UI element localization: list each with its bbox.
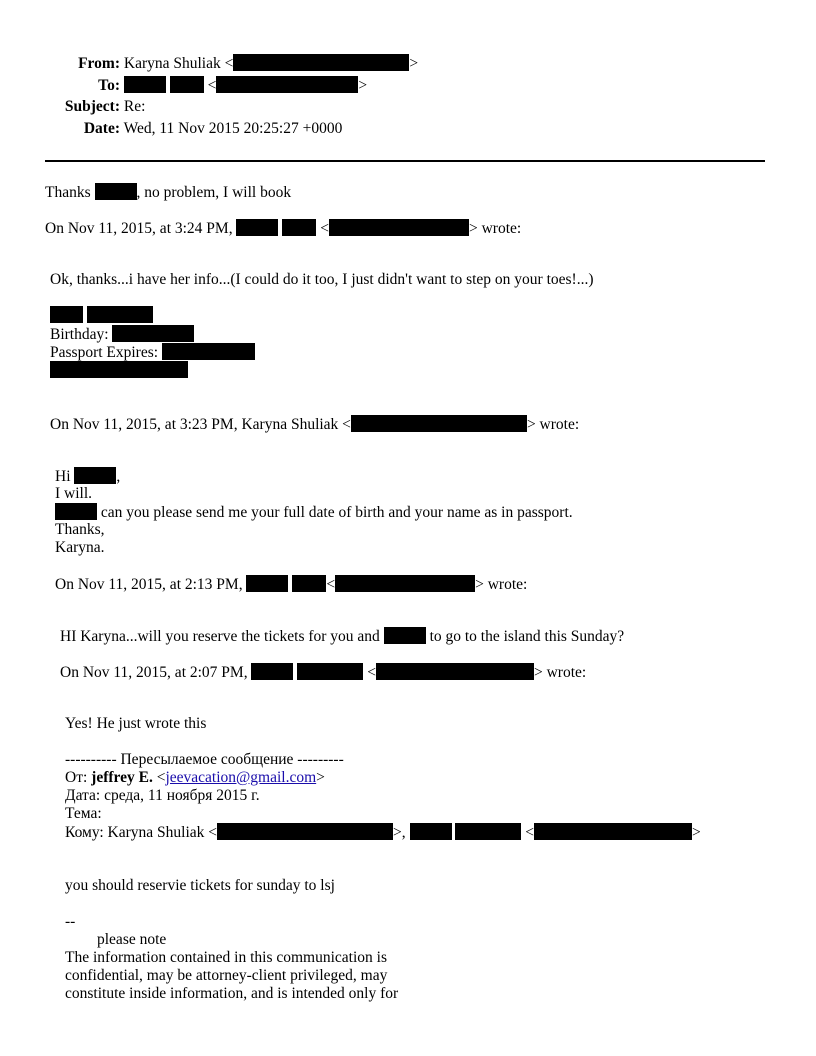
to-label: To:: [98, 77, 120, 94]
subject-row: [45, 98, 145, 116]
message-2-request: can you please send me your full date of birth and your name as in passport.: [55, 503, 573, 522]
to-row: To: < >: [45, 76, 367, 95]
redaction: [351, 415, 527, 432]
forwarded-subject: Тема:: [65, 805, 102, 822]
signature-line-3: constitute inside information, and is intended only for: [65, 985, 399, 1002]
date-label: Date:: [83, 120, 120, 137]
forwarded-to: Кому: Karyna Shuliak < >, < >: [65, 824, 701, 841]
redaction: [162, 343, 255, 360]
quote-attribution-4: On Nov 11, 2015, at 2:07 PM, < > wrote:: [60, 664, 587, 681]
forwarded-header: ---------- Пересылаемое сообщение ---------: [65, 751, 344, 768]
signature-dash: --: [65, 913, 76, 930]
redaction: [74, 467, 116, 484]
forwarded-body: you should reservie tickets for sunday to lsj: [65, 877, 335, 894]
redaction: [55, 503, 97, 520]
redaction: [50, 306, 83, 323]
signature-line-1: The information contained in this communication is: [65, 949, 387, 966]
from-row: From: Karyna Shuliak < >: [45, 54, 418, 73]
sender-email-link[interactable]: jeevacation@gmail.com: [165, 769, 317, 786]
redaction: [124, 76, 166, 93]
message-2-signature: Karyna.: [55, 539, 105, 556]
reply-text: Thanks , no problem, I will book: [45, 184, 292, 201]
subject-value: Re:: [123, 98, 146, 115]
redaction: [297, 663, 363, 680]
forwarded-date: Дата: среда, 11 ноября 2015 г.: [65, 787, 260, 804]
quote-attribution-3: On Nov 11, 2015, at 2:13 PM, < > wrote:: [55, 576, 528, 593]
forwarded-sender-name: jeffrey E.: [91, 769, 153, 786]
signature-note: please note: [97, 931, 167, 948]
redaction: [292, 575, 326, 592]
redaction: [233, 54, 409, 71]
message-1-text: Ok, thanks...i have her info...(I could do it too, I just didn't want to step on your toes!...): [50, 271, 594, 288]
message-2-thanks: Thanks,: [55, 521, 105, 538]
redaction: [455, 823, 521, 840]
redaction: [534, 823, 692, 840]
date-value: Wed, 11 Nov 2015 20:25:27 +0000: [123, 120, 343, 137]
from-name: Karyna Shuliak <: [123, 55, 234, 72]
redaction: [87, 306, 153, 323]
redaction: [217, 823, 393, 840]
quote-attribution-1: On Nov 11, 2015, at 3:24 PM, < > wrote:: [45, 220, 522, 237]
date-row: [45, 120, 342, 138]
redaction: [376, 663, 534, 680]
birthday-row: Birthday:: [50, 325, 194, 344]
from-label: From:: [78, 55, 120, 72]
message-2-greeting: Hi ,: [55, 468, 121, 485]
redaction: [335, 575, 475, 592]
redaction: [50, 361, 188, 378]
redaction: [246, 575, 288, 592]
redaction: [329, 219, 469, 236]
passport-row: Passport Expires:: [50, 343, 255, 362]
signature-line-2: confidential, may be attorney-client privileged, may: [65, 967, 388, 984]
redacted-name-row: [50, 306, 153, 325]
redaction: [251, 663, 293, 680]
forwarded-from: От: jeffrey E. <jeevacation@gmail.com>: [65, 769, 325, 786]
redacted-row: [50, 361, 188, 380]
redaction: [384, 627, 426, 644]
redaction: [112, 325, 194, 342]
message-2-will: I will.: [55, 485, 93, 502]
redaction: [170, 76, 204, 93]
redaction: [282, 219, 316, 236]
subject-label: Subject:: [64, 98, 120, 115]
header-divider: [45, 160, 765, 162]
redaction: [95, 183, 137, 200]
redaction: [410, 823, 452, 840]
message-3-text: HI Karyna...will you reserve the tickets for you and to go to the island this Sunday?: [60, 628, 625, 645]
quote-attribution-2: On Nov 11, 2015, at 3:23 PM, Karyna Shuliak < > wrote:: [50, 416, 580, 433]
redaction: [216, 76, 358, 93]
message-4-text: Yes! He just wrote this: [65, 715, 207, 732]
redaction: [236, 219, 278, 236]
